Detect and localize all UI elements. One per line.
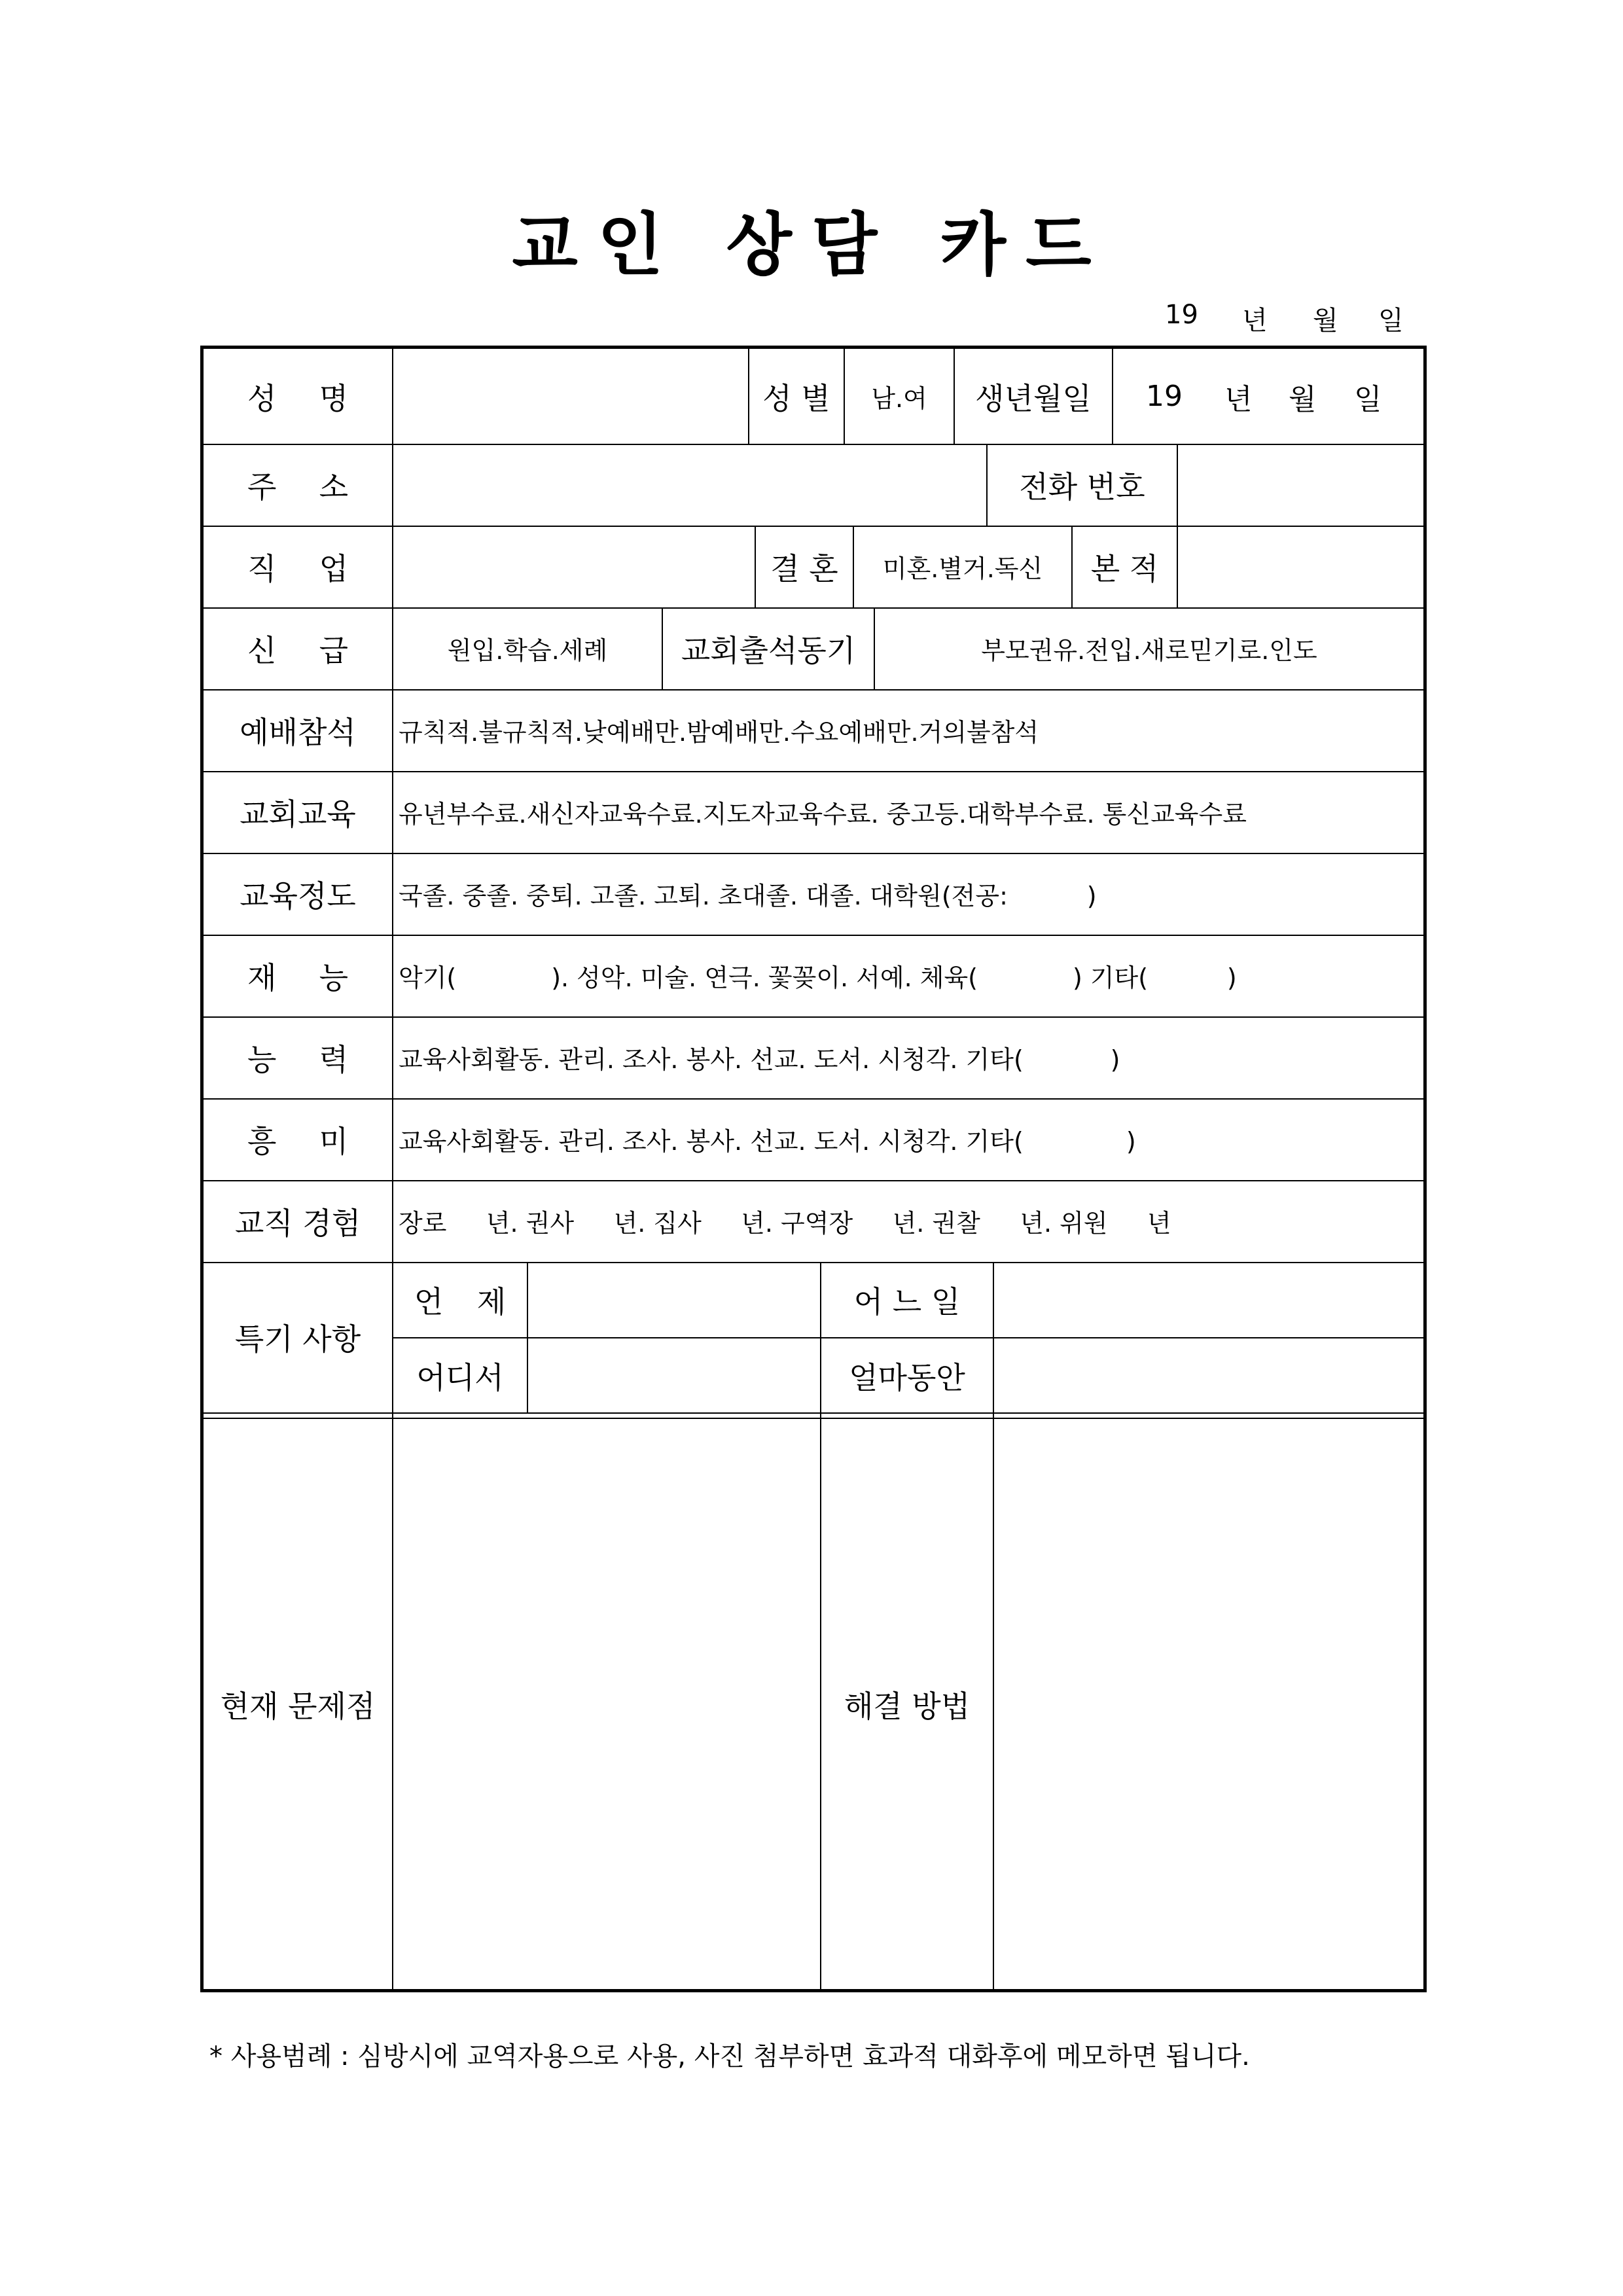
page-title: 교인 상담 카드 [512,204,1111,285]
where-field[interactable] [528,1338,820,1412]
where-label: 어디서 [416,1359,504,1395]
faith-label: 신 급 [247,632,365,668]
motive-label: 교회출석동기 [681,632,856,668]
counseling-form [200,346,1427,1992]
office-options[interactable]: 장로 년. 권사 년. 집사 년. 구역장 년. 권찰 년. 위원 년 [399,1209,1171,1238]
birth-year: 년 [1224,382,1253,416]
faith-options[interactable]: 원입.학습.세례 [447,636,608,665]
document-date [1165,300,1414,336]
talent-options[interactable]: 악기( ). 성악. 미술. 연극. 꽃꽂이. 서예. 체육( ) 기타( ) [399,963,1237,992]
education-label: 교육정도 [240,878,356,914]
when-label: 언 제 [414,1283,518,1319]
worship-options[interactable]: 규칙적.불규칙적.낮예배만.밤예배만.수요예배만.거의불참석 [399,718,1039,747]
when-field[interactable] [528,1262,820,1337]
origin-label: 본 적 [1090,550,1159,586]
job-field[interactable] [393,526,755,607]
interest-options[interactable]: 교육사회활동. 관리. 조사. 봉사. 선교. 도서. 시청각. 기타( ) [399,1127,1136,1156]
office-label: 교직 경험 [234,1205,361,1241]
birth-date-field[interactable] [1113,349,1423,444]
usage-footnote: * 사용범례 : 심방시에 교역자용으로 사용, 사진 첨부하면 효과적 대화후에 메모하면 됩니다. [209,2041,1250,2072]
date-day: 일 [1378,306,1404,336]
name-field[interactable] [393,349,748,444]
phone-label: 전화 번호 [1019,469,1145,505]
problem-field[interactable] [393,1419,820,1989]
birth-day: 일 [1354,382,1382,416]
special-label: 특기 사항 [234,1321,361,1357]
date-year-prefix: 19 [1165,300,1198,330]
date-month: 월 [1313,306,1338,336]
motive-options[interactable]: 부모권유.전입.새로믿기로.인도 [981,636,1317,665]
birth-month: 월 [1289,382,1317,416]
ability-label: 능 력 [247,1041,365,1077]
date-year: 년 [1242,306,1268,336]
double-divider-top [204,1412,1423,1414]
problem-label: 현재 문제점 [220,1688,376,1724]
job-label: 직 업 [247,550,365,586]
address-field[interactable] [393,444,986,526]
gender-label: 성 별 [762,380,830,416]
solution-label: 해결 방법 [844,1688,971,1724]
what-field[interactable] [994,1262,1423,1337]
education-options[interactable]: 국졸. 중졸. 중퇴. 고졸. 고퇴. 초대졸. 대졸. 대학원(전공: ) [399,882,1097,910]
phone-field[interactable] [1178,444,1423,526]
what-label: 어 느 일 [853,1283,961,1319]
address-label: 주 소 [247,469,365,505]
how-long-field[interactable] [994,1338,1423,1412]
birth-year-prefix: 19 [1146,380,1183,413]
solution-field[interactable] [994,1419,1423,1989]
marriage-label: 결 혼 [770,550,838,586]
origin-field[interactable] [1178,526,1423,607]
marriage-options[interactable]: 미혼.별거.독신 [882,554,1043,583]
name-label: 성 명 [247,380,365,416]
gender-options[interactable]: 남.여 [871,384,927,413]
church-edu-label: 교회교육 [240,796,356,832]
interest-label: 흥 미 [247,1123,365,1159]
talent-label: 재 능 [247,960,365,996]
worship-label: 예배참석 [240,714,356,750]
birth-label: 생년월일 [975,380,1092,416]
church-edu-options[interactable]: 유년부수료.새신자교육수료.지도자교육수료. 중고등.대학부수료. 통신교육수료 [399,800,1247,829]
how-long-label: 얼마동안 [849,1359,965,1395]
ability-options[interactable]: 교육사회활동. 관리. 조사. 봉사. 선교. 도서. 시청각. 기타( ) [399,1045,1120,1074]
